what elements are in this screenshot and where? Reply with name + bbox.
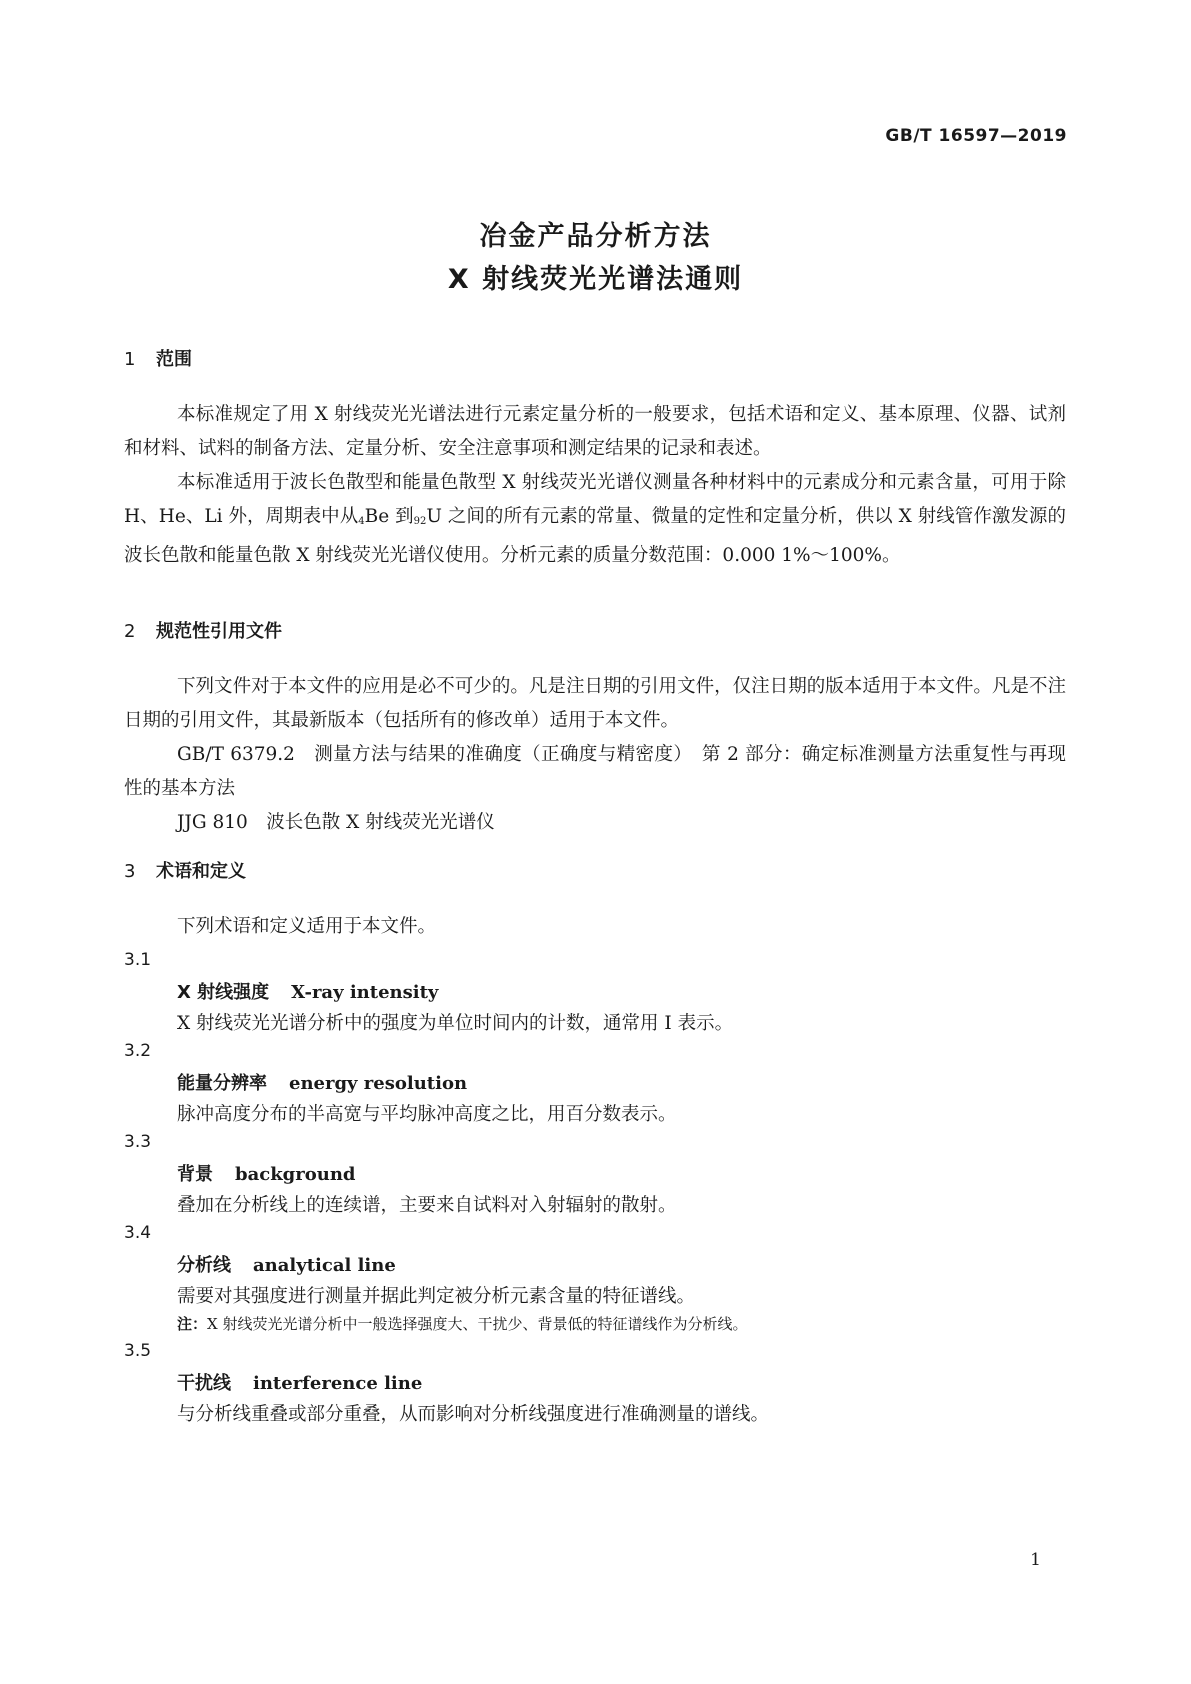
term-english: interference line — [253, 1373, 423, 1394]
scope-para2-text-c: U 之间的所有元素的常量、微量的定性和定量分析，供以 X 射线管作激发源的波长色散和能量色散 X 射线荧光光谱仪使用。分析元素的质量分数范围：0.000 1%～100%。 — [124, 506, 1066, 566]
scope-paragraph-2 — [124, 466, 1066, 573]
terms-intro: 下列术语和定义适用于本文件。 — [177, 916, 437, 937]
term-number: 3.4 — [124, 1223, 152, 1243]
term-heading — [177, 1369, 422, 1395]
term-english: analytical line — [253, 1255, 396, 1276]
note-label: 注： — [177, 1315, 208, 1333]
term-chinese: X 射线强度 — [177, 982, 270, 1003]
term-heading — [177, 1160, 356, 1186]
atomic-number-u: 92 — [413, 516, 427, 527]
atomic-number-be: 4 — [358, 516, 365, 527]
term-note — [177, 1313, 747, 1334]
reference-jjg-810: JJG 810 波长色散 X 射线荧光光谱仪 — [177, 812, 495, 833]
term-heading — [177, 978, 438, 1004]
term-heading — [177, 1251, 396, 1277]
section-number: 1 — [124, 349, 136, 370]
term-chinese: 分析线 — [177, 1255, 231, 1276]
term-number: 3.1 — [124, 950, 152, 970]
section-title: 范围 — [156, 349, 192, 370]
term-definition: 与分析线重叠或部分重叠，从而影响对分析线强度进行准确测量的谱线。 — [177, 1404, 770, 1425]
section-title: 规范性引用文件 — [156, 621, 282, 642]
term-definition: X 射线荧光光谱分析中的强度为单位时间内的计数，通常用 I 表示。 — [177, 1013, 734, 1034]
section-title: 术语和定义 — [156, 861, 246, 882]
scope-para2-text-a: 本标准适用于波长色散型和能量色散型 X 射线荧光光谱仪测量各种材料中的元素成分和元素含量，可用于除 H、He、Li 外，周期表中从 — [124, 472, 1066, 527]
term-chinese: 干扰线 — [177, 1373, 231, 1394]
normative-references-paragraph: 下列文件对于本文件的应用是必不可少的。凡是注日期的引用文件，仅注日期的版本适用于本文件。凡是不注日期的引用文件，其最新版本（包括所有的修改单）适用于本文件。 — [124, 676, 1066, 731]
term-definition: 脉冲高度分布的半高宽与平均脉冲高度之比，用百分数表示。 — [177, 1104, 677, 1125]
note-text: X 射线荧光光谱分析中一般选择强度大、干扰少、背景低的特征谱线作为分析线。 — [207, 1315, 748, 1333]
reference-gbt-6379-2: GB/T 6379.2 测量方法与结果的准确度（正确度与精密度） 第 2 部分：确定标准测量方法重复性与再现性的基本方法 — [124, 744, 1066, 799]
term-number: 3.3 — [124, 1132, 152, 1152]
term-chinese: 能量分辨率 — [177, 1073, 267, 1094]
scope-para2-text-b: Be 到 — [364, 506, 414, 527]
document-title-line2: X 射线荧光光谱法通则 — [447, 264, 744, 295]
scope-paragraph-1: 本标准规定了用 X 射线荧光光谱法进行元素定量分析的一般要求，包括术语和定义、基本原理、仪器、试剂和材料、试料的制备方法、定量分析、安全注意事项和测定结果的记录和表述。 — [124, 404, 1066, 459]
section-number: 3 — [124, 861, 136, 882]
term-number: 3.5 — [124, 1341, 152, 1361]
term-definition: 需要对其强度进行测量并据此判定被分析元素含量的特征谱线。 — [177, 1286, 696, 1307]
section-1-heading — [124, 345, 192, 371]
section-number: 2 — [124, 621, 136, 642]
term-chinese: 背景 — [177, 1164, 213, 1185]
term-number: 3.2 — [124, 1041, 152, 1061]
term-english: background — [235, 1164, 356, 1185]
term-definition: 叠加在分析线上的连续谱，主要来自试料对入射辐射的散射。 — [177, 1195, 677, 1216]
term-english: energy resolution — [289, 1073, 468, 1094]
section-3-heading — [124, 857, 246, 883]
document-title-line1: 冶金产品分析方法 — [479, 221, 712, 252]
section-2-heading — [124, 617, 282, 643]
term-heading — [177, 1069, 467, 1095]
term-english: X-ray intensity — [291, 982, 439, 1003]
page-number: 1 — [1030, 1550, 1041, 1570]
standard-number: GB/T 16597—2019 — [885, 126, 1067, 146]
